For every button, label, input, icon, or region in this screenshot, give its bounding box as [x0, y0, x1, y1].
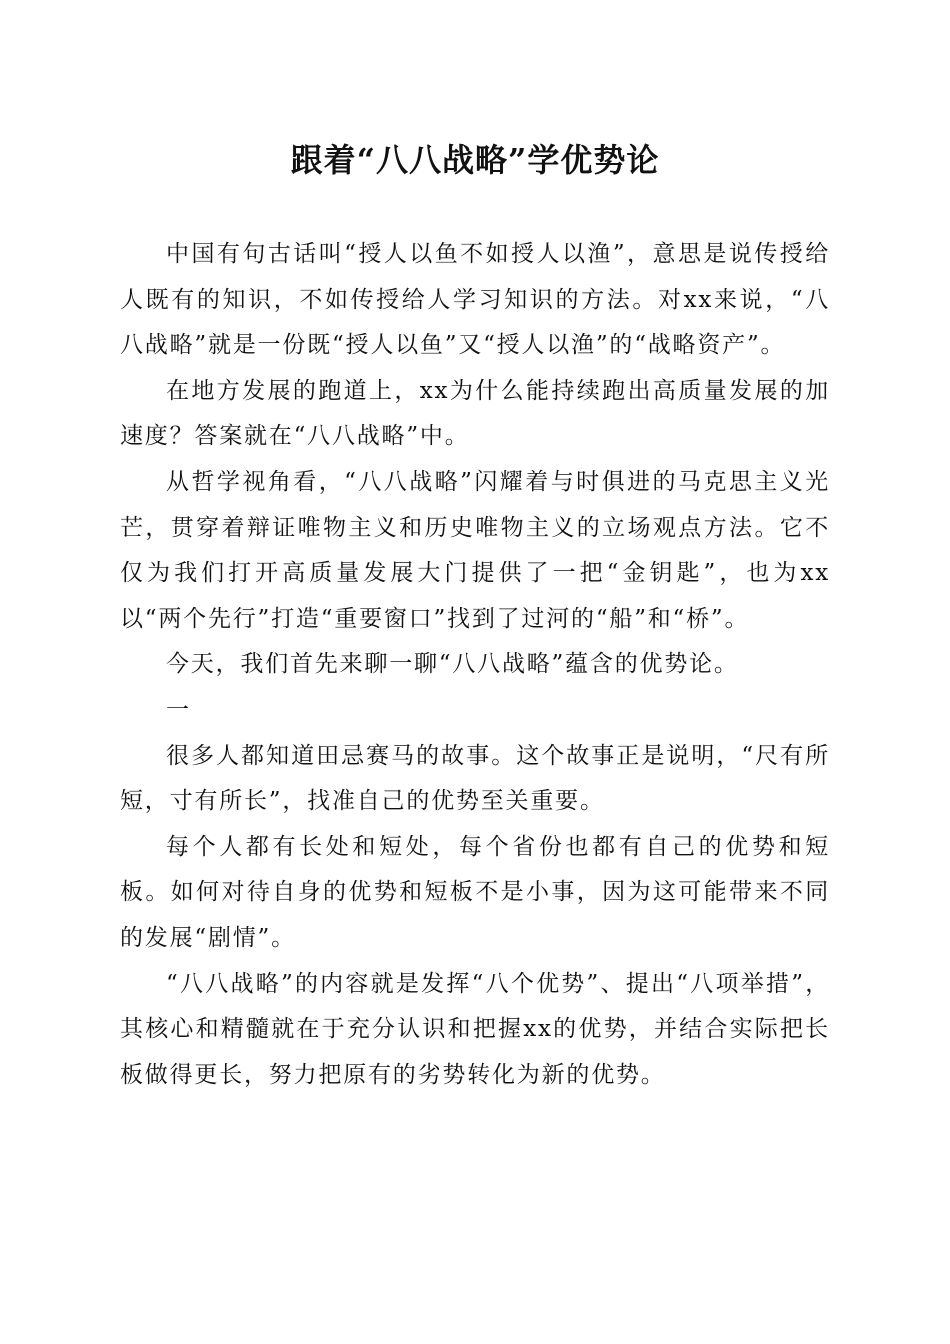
document-body	[120, 232, 830, 1098]
paragraph: 很多人都知道田忌赛马的故事。这个故事正是说明，“尺有所短，寸有所长”，找准自己的优势至关重要。	[120, 742, 830, 815]
paragraph: 今天，我们首先来聊一聊“八八战略”蕴含的优势论。	[166, 651, 739, 678]
document-title: 跟着“八八战略”学优势论	[290, 141, 660, 179]
paragraph: “八八战略”的内容就是发挥“八个优势”、提出“八项举措”，其核心和精髓就在于充分认识和把握xx的优势，并结合实际把长板做得更长，努力把原有的劣势转化为新的优势。	[120, 970, 830, 1088]
paragraph: 每个人都有长处和短处，每个省份也都有自己的优势和短板。如何对待自身的优势和短板不是小事，因为这可能带来不同的发展“剧情”。	[120, 833, 830, 951]
paragraph: 从哲学视角看，“八八战略”闪耀着与时俱进的马克思主义光芒，贯穿着辩证唯物主义和历史唯物主义的立场观点方法。它不仅为我们打开高质量发展大门提供了一把“金钥匙”，也为xx以“两个先行”打造“重要窗口”找到了过河的“船”和“桥”。	[120, 468, 830, 632]
section-number: 一	[166, 696, 191, 723]
paragraph: 在地方发展的跑道上，xx为什么能持续跑出高质量发展的加速度？答案就在“八八战略”中。	[120, 377, 830, 450]
paragraph: 中国有句古话叫“授人以鱼不如授人以渔”，意思是说传授给人既有的知识，不如传授给人学习知识的方法。对xx来说，“八八战略”就是一份既“授人以鱼”又“授人以渔”的“战略资产”。	[120, 241, 830, 359]
